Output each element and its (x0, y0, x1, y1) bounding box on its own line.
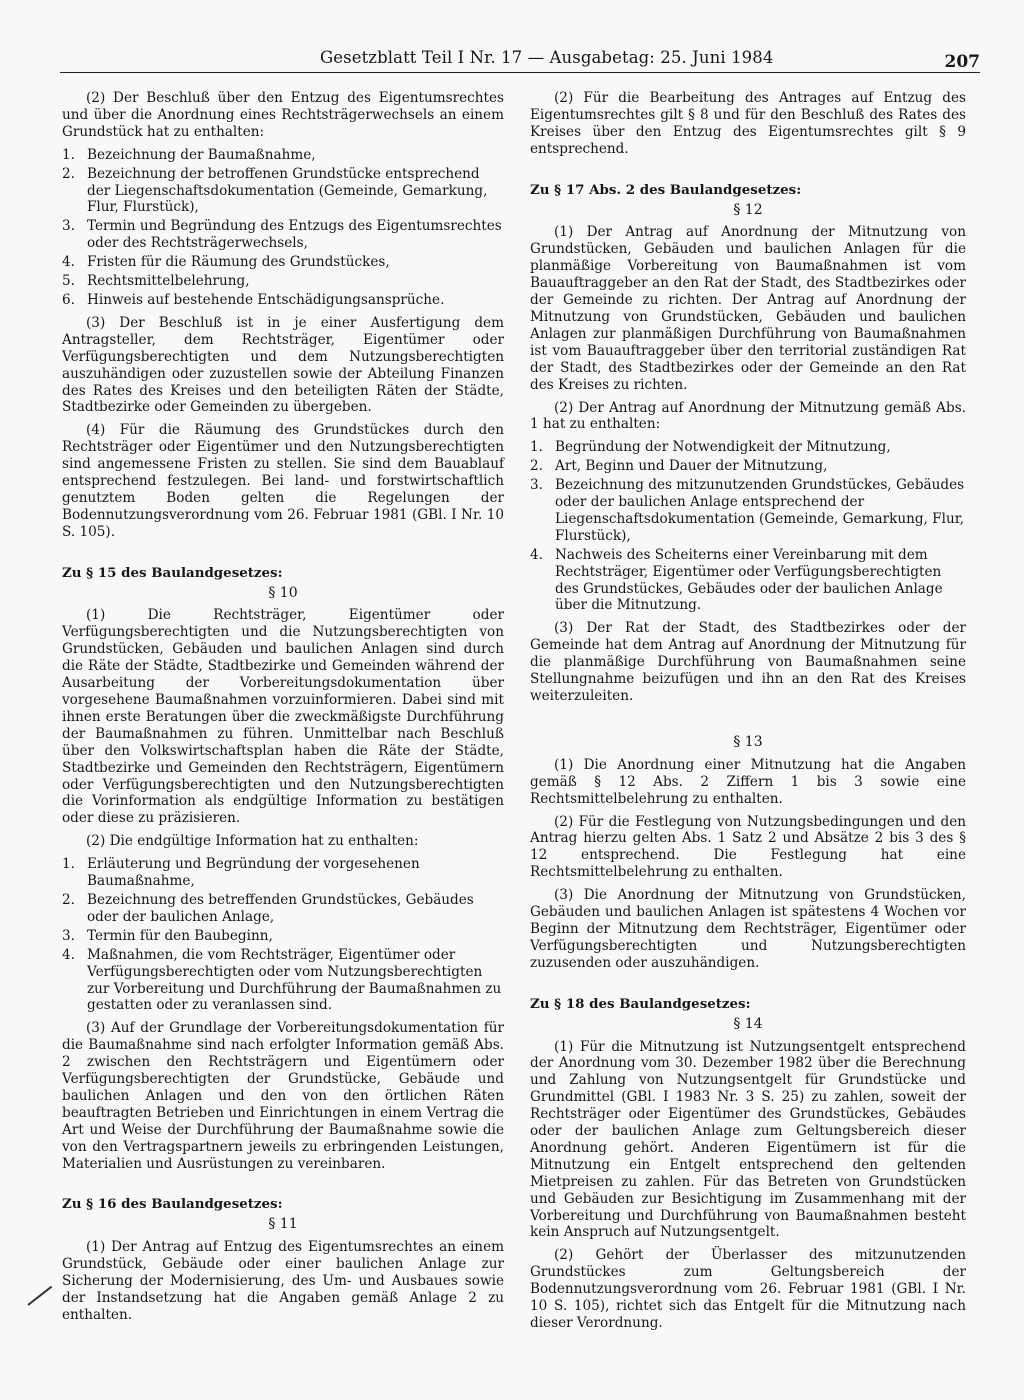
page-number: 207 (944, 52, 980, 72)
section-heading: Zu § 16 des Baulandgesetzes: (62, 1196, 283, 1213)
right-column (530, 90, 966, 1338)
paragraph: (1) Die Rechtsträger, Eigentümer oder Verfügungsberechtigten und die Nutzungsberechtigten von Grundstücken, Gebäuden und baulichen Anlagen sind durch die Räte der Städte, Stadtbezirke und Gemeinden während der Ausarbeitung der Vorbereitungsdokumentation über vorgesehene Baumaßnahmen vorzuinformieren. Dabei sind mit ihnen erste Beratungen über die zweckmäßigste Durchführung der Baumaßnahmen zu führen. Unmittelbar nach Beschluß über den Volkswirtschaftsplan haben die Räte der Städte, Stadtbezirke und Gemeinden den Rechtsträgern, Eigentümern oder Verfügungsberechtigten und den Nutzungsberechtigten die Vorinformation als endgültige Information zu bestätigen oder diese zu präzisieren. (62, 607, 504, 827)
header-title: Gesetzblatt Teil I Nr. 17 — Ausgabetag: 25. Juni 1984 (320, 48, 774, 67)
paragraph: (3) Der Beschluß ist in je einer Ausfertigung dem Antragsteller, dem Rechtsträger, Eigentümer oder Verfügungsberechtigten und dem Nutzungsberechtigten auszuhändigen oder zuzustellen sowie der Abteilung Finanzen des Rates des Kreises und den beteiligten Räten der Städte, Stadtbezirke oder Gemeinden zu übergeben. (62, 314, 504, 416)
paragraph: (1) Für die Mitnutzung ist Nutzungsentgelt entsprechend der Anordnung vom 30. Dezember 1982 über die Berechnung und Zahlung von Nutzungsentgelt für Grundstücke und Grundmittel (GBl. I 1983 Nr. 3 S. 25) zu zahlen, soweit der Rechtsträger oder Eigentümer des Grundstückes, Gebäudes oder der baulichen Anlage zum Geltungsbereich dieser Anordnung gehört. Anderen Eigentümern ist für die Mitnutzung ein Entgelt entsprechend den geltenden Mietpreisen zu zahlen. Für das Betreten von Grundstücken und Gebäuden zur Besichtigung im Zusammenhang mit der Vorbereitung und Durchführung von Baumaßnahmen besteht kein Anspruch auf Nutzungsentgelt. (530, 1038, 966, 1241)
margin-stroke-mark (27, 1286, 52, 1306)
paragraph: (2) Der Antrag auf Anordnung der Mitnutzung gemäß Abs. 1 hat zu enthalten: (530, 399, 966, 433)
list-item (62, 254, 504, 271)
paragraph: (3) Die Anordnung der Mitnutzung von Grundstücken, Gebäuden und baulichen Anlagen ist spätestens 4 Wochen vor Beginn der Mitnutzung dem Rechtsträger, Eigentümer oder Verfügungsberechtigten und Nutzungsberechtigten zuzusenden oder auszuhändigen. (530, 887, 966, 971)
list-text: Bezeichnung des betreffenden Grundstückes, Gebäudes oder der baulichen Anlage, (87, 891, 474, 925)
list-text: Fristen für die Räumung des Grundstückes, (87, 254, 390, 271)
list-item (62, 892, 504, 926)
list-text: Nachweis des Scheiterns einer Vereinbarung mit dem Rechtsträger, Eigentümer oder Verfügungsberechtigten des Grundstückes, Gebäudes oder der baulichen Anlage über die Mitnutzung. (555, 546, 943, 614)
list-number: 4. (62, 946, 75, 963)
list-text: Bezeichnung der Baumaßnahme, (87, 146, 316, 163)
list-number: 1. (530, 439, 543, 456)
list-beschluss-contents (62, 147, 504, 309)
list-text: Termin und Begründung des Entzugs des Eigentumsrechtes oder des Rechtsträgerwechsels, (87, 218, 502, 252)
list-number: 2. (530, 458, 543, 475)
paragraph-heading: § 10 (268, 584, 298, 601)
paragraph: (2) Die endgültige Information hat zu enthalten: (86, 833, 419, 850)
paragraph: (2) Gehört der Überlasser des mitzunutzenden Grundstückes zum Geltungsbereich der Bodennutzungsverordnung vom 26. Februar 1981 (GBl. I Nr. 10 S. 105), richtet sich das Entgelt für die Mitnutzung nach dieser Verordnung. (530, 1247, 966, 1331)
list-item (530, 547, 966, 615)
list-text: Hinweis auf bestehende Entschädigungsansprüche. (87, 291, 445, 308)
paragraph-heading: § 12 (733, 201, 763, 218)
paragraph-heading: § 13 (733, 733, 763, 750)
list-item (62, 147, 504, 164)
paragraph: (2) Für die Bearbeitung des Antrages auf Entzug des Eigentumsrechtes gilt § 8 und für den Beschluß des Rates des Kreises über den Entzug des Eigentumsrechtes gilt § 9 entsprechend. (530, 90, 966, 157)
list-item (62, 218, 504, 252)
list-text: Maßnahmen, die vom Rechtsträger, Eigentümer oder Verfügungsberechtigten oder vom Nutzungsberechtigten zur Vorbereitung und Durchführung der Baumaßnahmen zu gestatten oder zu veranlassen sind. (87, 946, 502, 1014)
list-item (62, 928, 504, 945)
list-text: Art, Beginn und Dauer der Mitnutzung, (555, 458, 828, 475)
list-number: 3. (62, 218, 75, 235)
paragraph: (3) Auf der Grundlage der Vorbereitungsdokumentation für die Baumaßnahme sind nach erfolgter Information gemäß Abs. 2 zwischen den Rechtsträgern und Eigentümern oder Verfügungsberechtigten der Grundstücke, Gebäude und baulichen Anlagen und den von den örtlichen Räten beauftragten Betrieben und Einrichtungen in einem Vertrag die Art und Weise der Durchführung der Baumaßnahme sowie die von den Vertragspartnern jeweils zu erbringenden Leistungen, Materialien und Ausrüstungen zu vereinbaren. (62, 1020, 504, 1172)
section-heading: Zu § 17 Abs. 2 des Baulandgesetzes: (530, 181, 802, 198)
list-item (62, 273, 504, 290)
list-text: Bezeichnung des mitzunutzenden Grundstückes, Gebäudes oder der baulichen Anlage entsprechend der Liegenschaftsdokumentation (Gemeinde, Gemarkung, Flur, Flurstück), (555, 477, 965, 544)
list-item (530, 439, 966, 456)
paragraph: (1) Die Anordnung einer Mitnutzung hat die Angaben gemäß § 12 Abs. 2 Ziffern 1 bis 3 sowie eine Rechtsmittelbelehrung zu enthalten. (530, 756, 966, 807)
list-text: Termin für den Baubeginn, (87, 927, 273, 944)
paragraph: (2) Der Beschluß über den Entzug des Eigentumsrechtes und über die Anordnung eines Rechtsträgerwechsels an einem Grundstück hat zu enthalten: (62, 90, 504, 140)
list-number: 1. (62, 856, 75, 873)
list-item (530, 458, 966, 475)
list-antrag-contents (530, 439, 966, 614)
list-item (62, 947, 504, 1015)
list-item (62, 292, 504, 309)
paragraph: (3) Der Rat der Stadt, des Stadtbezirkes oder der Gemeinde hat dem Antrag auf Anordnung der Mitnutzung für die planmäßige Durchführung von Baumaßnahmen seine Stellungnahme beizufügen und ihn an den Rat des Kreises weiterzuleiten. (530, 620, 966, 704)
list-number: 2. (62, 891, 75, 908)
list-number: 3. (530, 477, 543, 494)
spacer (530, 711, 966, 731)
list-item (62, 166, 504, 217)
paragraph: (1) Der Antrag auf Entzug des Eigentumsrechtes an einem Grundstück, Gebäude oder einer baulichen Anlage zur Sicherung der Modernisierung, des Um- und Ausbaues sowie der Instandsetzung hat die Angaben gemäß Anlage 2 zu enthalten. (62, 1239, 504, 1323)
paragraph-heading: § 11 (268, 1216, 298, 1233)
paragraph: (1) Der Antrag auf Anordnung der Mitnutzung von Grundstücken, Gebäuden und baulichen Anlagen für die planmäßige Vorbereitung von Baumaßnahmen ist vom Bauauftraggeber an den Rat der Stadt, des Stadtbezirkes oder der Gemeinde zu richten. Der Antrag auf Anordnung der Mitnutzung von Grundstücken, Gebäuden und baulichen Anlagen zur planmäßigen Durchführung von Baumaßnahmen ist vom Bauauftraggeber über den territorial zuständigen Rat der Stadt, des Stadtbezirkes oder der Gemeinde an den Rat des Kreises zu richten. (530, 224, 966, 393)
paragraph-heading: § 14 (733, 1015, 763, 1032)
list-number: 5. (62, 273, 75, 290)
list-text: Begründung der Notwendigkeit der Mitnutzung, (555, 439, 891, 456)
list-text: Bezeichnung der betroffenen Grundstücke entsprechend der Liegenschaftsdokumentation (Gemeinde, Gemarkung, Flur, Flurstück), (87, 165, 488, 216)
list-text: Erläuterung und Begründung der vorgesehenen Baumaßnahme, (87, 856, 420, 890)
list-information-contents (62, 856, 504, 1014)
paragraph: (2) Für die Festlegung von Nutzungsbedingungen und den Antrag hierzu gelten Abs. 1 Satz 2 und Absätze 2 bis 3 des § 12 entsprechend. Die Festlegung hat eine Rechtsmittelbelehrung zu enthalten. (530, 813, 966, 881)
list-number: 4. (62, 254, 75, 271)
paragraph: (4) Für die Räumung des Grundstückes durch den Rechtsträger oder Eigentümer und den Nutzungsberechtigten sind angemessene Fristen zu stellen. Sie sind dem Bauablauf entsprechend festzulegen. Bei land- und forstwirtschaftlich genutztem Boden gelten die Regelungen der Bodennutzungsverordnung vom 26. Februar 1981 (GBl. I Nr. 10 S. 105). (62, 422, 504, 540)
list-number: 3. (62, 927, 75, 944)
list-number: 1. (62, 146, 75, 163)
section-heading: Zu § 18 des Baulandgesetzes: (530, 995, 751, 1012)
list-text: Rechtsmittelbelehrung, (87, 273, 250, 290)
list-item (530, 477, 966, 545)
list-item (62, 856, 504, 890)
page-header (60, 48, 980, 73)
section-heading: Zu § 15 des Baulandgesetzes: (62, 564, 283, 581)
list-number: 4. (530, 546, 543, 563)
left-column (62, 90, 504, 1330)
list-number: 6. (62, 291, 75, 308)
list-number: 2. (62, 165, 75, 182)
